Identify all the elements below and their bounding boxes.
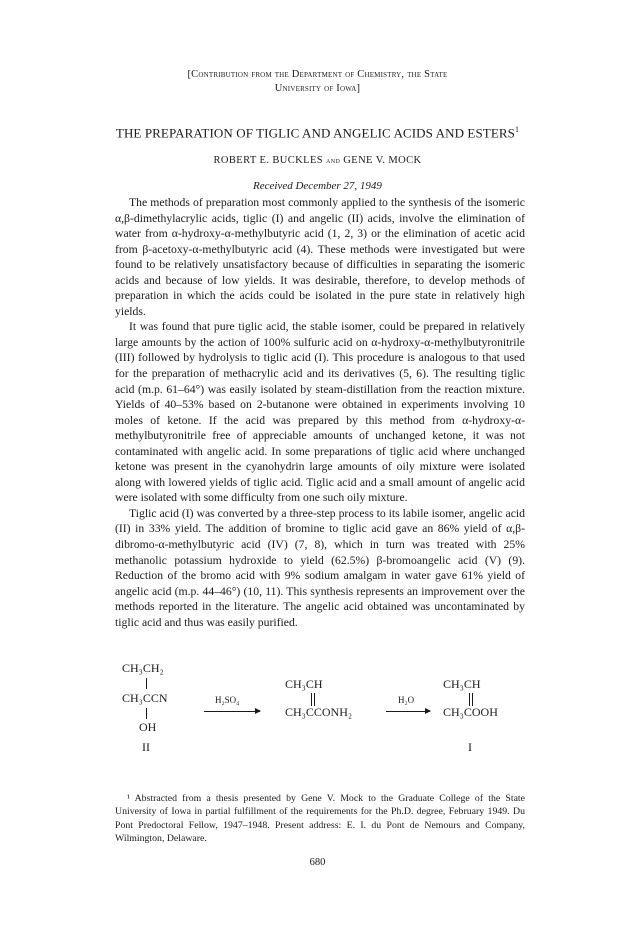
article-title <box>40 125 595 141</box>
intermediate-amide: CH₃CCONH₂ <box>285 705 353 719</box>
author-1: ROBERT E. BUCKLES <box>213 155 324 166</box>
contribution-note <box>80 68 555 96</box>
contribution-line-2: University of Iowa] <box>274 83 361 94</box>
reactant-label: II <box>142 740 150 754</box>
reactant-top-group: CH₃CH₂ <box>122 661 164 675</box>
paragraph-2: It was found that pure tiglic acid, the stable isomer, could be prepared in relatively large amounts by the action of 100% sulfuric acid on α-hydroxy-α-methylbutyronitrile (III) followed by hydrolysis to tiglic acid (I). This procedure is analogous to that used for the preparation of methacrylic acid and its derivatives (5, 6). The resulting tiglic acid (m.p. 61–64°) was easily isolated by steam-distillation from the reaction mixture. Yields of 40–53% based on 2-butanone were obtained in experiments involving 10 moles of ketone. If the acid was prepared by this method from α-hydroxy-α-methylbutyronitrile free of appreciable amounts of unchanged ketone, it was not contaminated with angelic acid. In some preparations of tiglic acid where unchanged ketone was present in the cyanohydrin large amounts of oily mixture were isolated along with lowered yields of tiglic acid. Tiglic acid and a small amount of angelic acid were isolated with some difficulty from one such oily mixture. <box>115 320 525 505</box>
footnote <box>115 792 525 845</box>
product-acid: CH₃COOH <box>443 705 498 719</box>
reactant-hydroxyl: OH <box>139 720 157 734</box>
product-top-group: CH₃CH <box>443 677 481 691</box>
reactant-core: CH₃CCN <box>122 691 168 705</box>
authors <box>80 155 555 166</box>
reactant-bond-lower <box>146 708 147 719</box>
product-label: I <box>468 740 472 754</box>
reagent-2: H₂O <box>398 695 415 705</box>
title-footnote-mark: 1 <box>514 125 520 134</box>
page-number: 680 <box>309 857 326 868</box>
received-date: Received December 27, 1949 <box>253 180 382 192</box>
reaction-scheme <box>120 661 540 781</box>
article-title-text: THE PREPARATION OF TIGLIC AND ANGELIC ACIDS AND ESTERS <box>115 125 515 141</box>
article-body <box>115 195 525 630</box>
paragraph-1: The methods of preparation most commonly applied to the synthesis of the isomeric α,β-dimethylacrylic acids, tiglic (I) and angelic (II) acids, involve the elimination of water from α-hydroxy-α-methylbutyric acid (1, 2, 3) or the elimination of acetic acid from β-acetoxy-α-methylbutyric acid (4). These methods were investigated but were found to be relatively unsatisfactory because of difficulties in separating the isomeric acids and because of low yields. It was desirable, therefore, to develop methods of preparation in which the acids could be isolated in the pure state in relatively high yields. <box>115 196 525 318</box>
author-2: GENE V. MOCK <box>343 155 422 166</box>
reaction-arrow-2 <box>386 711 430 712</box>
reactant-bond-upper <box>146 678 147 689</box>
footnote-text: ¹ Abstracted from a thesis presented by Gene V. Mock to the Graduate College of the State University of Iowa in partial fulfillment of the requirements for the Ph.D. degree, February 1949. Du Pont Predoctoral Fellow, 1947–1948. Present address: E. I. du Pont de Nemours and Company, Wilmington, Delaware. <box>115 793 525 844</box>
reagent-1: H₂SO₄ <box>215 695 240 705</box>
author-and: and <box>326 155 341 165</box>
paragraph-3: Tiglic acid (I) was converted by a three-step process to its labile isomer, angelic acid (II) in 33% yield. The addition of bromine to tiglic acid gave an 86% yield of α,β-dibromo-α-methylbutyric acid (IV) (7, 8), which in turn was treated with 25% methanolic potassium hydroxide to yield (62.5%) β-bromoangelic acid (V) (9). Reduction of the bromo acid with 9% sodium amalgam in water gave 61% yield of angelic acid (m.p. 44–46°) (10, 11). This synthesis represents an improvement over the methods reported in the literature. The angelic acid obtained was uncontaminated by tiglic acid and thus was easily purified. <box>115 506 525 629</box>
contribution-line-1: [Contribution from the Department of Chemistry, the State <box>187 69 448 80</box>
intermediate-top-group: CH₃CH <box>285 677 323 691</box>
reaction-arrow-1 <box>204 711 260 712</box>
